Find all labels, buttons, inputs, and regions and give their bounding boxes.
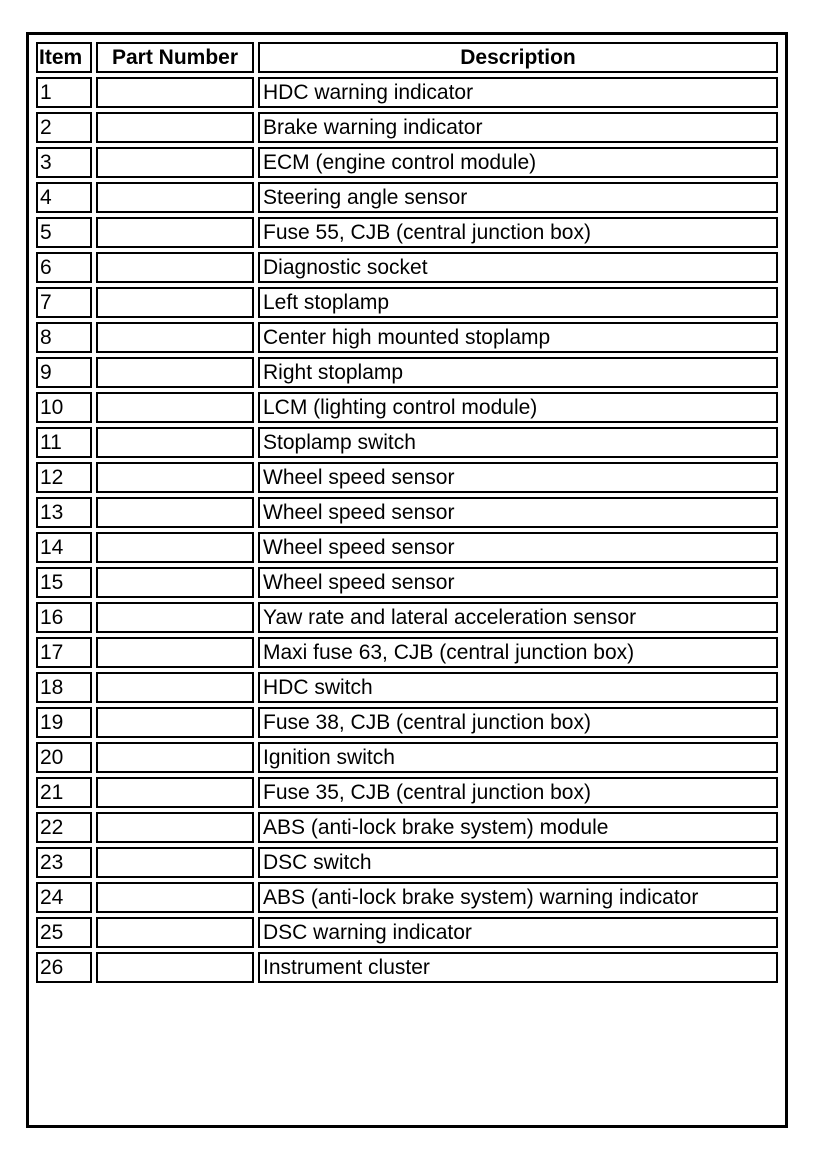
item-cell: 18 — [36, 672, 92, 703]
description-cell: HDC switch — [258, 672, 778, 703]
item-cell: 5 — [36, 217, 92, 248]
item-cell: 3 — [36, 147, 92, 178]
description-cell: Wheel speed sensor — [258, 532, 778, 563]
table-row — [36, 497, 778, 528]
description-cell: Yaw rate and lateral acceleration sensor — [258, 602, 778, 633]
description-cell: ABS (anti-lock brake system) warning indicator — [258, 882, 778, 913]
description-cell: DSC switch — [258, 847, 778, 878]
table-row — [36, 847, 778, 878]
item-cell: 1 — [36, 77, 92, 108]
description-cell: Brake warning indicator — [258, 112, 778, 143]
description-cell: Center high mounted stoplamp — [258, 322, 778, 353]
part-number-cell — [96, 847, 254, 878]
item-cell: 15 — [36, 567, 92, 598]
description-cell: Stoplamp switch — [258, 427, 778, 458]
header-description: Description — [258, 42, 778, 73]
item-cell: 21 — [36, 777, 92, 808]
item-cell: 7 — [36, 287, 92, 318]
item-cell: 24 — [36, 882, 92, 913]
part-number-cell — [96, 567, 254, 598]
table-row — [36, 672, 778, 703]
table-row — [36, 112, 778, 143]
table-row — [36, 462, 778, 493]
table-row — [36, 182, 778, 213]
parts-table — [32, 38, 782, 987]
item-cell: 12 — [36, 462, 92, 493]
table-row — [36, 637, 778, 668]
part-number-cell — [96, 217, 254, 248]
table-row — [36, 287, 778, 318]
part-number-cell — [96, 672, 254, 703]
table-row — [36, 602, 778, 633]
table-row — [36, 777, 778, 808]
item-cell: 10 — [36, 392, 92, 423]
item-cell: 11 — [36, 427, 92, 458]
item-cell: 2 — [36, 112, 92, 143]
item-cell: 25 — [36, 917, 92, 948]
table-row — [36, 917, 778, 948]
table-row — [36, 252, 778, 283]
description-cell: ABS (anti-lock brake system) module — [258, 812, 778, 843]
description-cell: Wheel speed sensor — [258, 497, 778, 528]
part-number-cell — [96, 427, 254, 458]
table-row — [36, 567, 778, 598]
description-cell: Ignition switch — [258, 742, 778, 773]
item-cell: 26 — [36, 952, 92, 983]
description-cell: DSC warning indicator — [258, 917, 778, 948]
description-cell: LCM (lighting control module) — [258, 392, 778, 423]
item-cell: 9 — [36, 357, 92, 388]
part-number-cell — [96, 952, 254, 983]
part-number-cell — [96, 637, 254, 668]
table-row — [36, 147, 778, 178]
description-cell: Diagnostic socket — [258, 252, 778, 283]
table-row — [36, 707, 778, 738]
part-number-cell — [96, 707, 254, 738]
header-item: Item — [36, 42, 92, 73]
description-cell: Fuse 38, CJB (central junction box) — [258, 707, 778, 738]
description-cell: Maxi fuse 63, CJB (central junction box) — [258, 637, 778, 668]
table-body — [36, 77, 778, 983]
part-number-cell — [96, 77, 254, 108]
table-row — [36, 322, 778, 353]
description-cell: Steering angle sensor — [258, 182, 778, 213]
part-number-cell — [96, 777, 254, 808]
description-cell: Right stoplamp — [258, 357, 778, 388]
description-cell: Fuse 55, CJB (central junction box) — [258, 217, 778, 248]
item-cell: 23 — [36, 847, 92, 878]
part-number-cell — [96, 252, 254, 283]
part-number-cell — [96, 112, 254, 143]
table-row — [36, 427, 778, 458]
item-cell: 13 — [36, 497, 92, 528]
part-number-cell — [96, 322, 254, 353]
item-cell: 14 — [36, 532, 92, 563]
description-cell: Fuse 35, CJB (central junction box) — [258, 777, 778, 808]
description-cell: HDC warning indicator — [258, 77, 778, 108]
table-row — [36, 392, 778, 423]
description-cell: Wheel speed sensor — [258, 462, 778, 493]
item-cell: 19 — [36, 707, 92, 738]
item-cell: 17 — [36, 637, 92, 668]
description-cell: Left stoplamp — [258, 287, 778, 318]
description-cell: Instrument cluster — [258, 952, 778, 983]
part-number-cell — [96, 357, 254, 388]
part-number-cell — [96, 742, 254, 773]
part-number-cell — [96, 287, 254, 318]
table-row — [36, 217, 778, 248]
part-number-cell — [96, 462, 254, 493]
table-row — [36, 742, 778, 773]
header-part-number: Part Number — [96, 42, 254, 73]
part-number-cell — [96, 812, 254, 843]
item-cell: 8 — [36, 322, 92, 353]
item-cell: 20 — [36, 742, 92, 773]
table-row — [36, 77, 778, 108]
part-number-cell — [96, 392, 254, 423]
item-cell: 22 — [36, 812, 92, 843]
table-row — [36, 952, 778, 983]
parts-table-frame — [26, 32, 788, 1128]
part-number-cell — [96, 532, 254, 563]
part-number-cell — [96, 602, 254, 633]
part-number-cell — [96, 497, 254, 528]
description-cell: ECM (engine control module) — [258, 147, 778, 178]
table-row — [36, 532, 778, 563]
table-row — [36, 357, 778, 388]
part-number-cell — [96, 917, 254, 948]
table-row — [36, 882, 778, 913]
item-cell: 16 — [36, 602, 92, 633]
table-row — [36, 812, 778, 843]
item-cell: 6 — [36, 252, 92, 283]
part-number-cell — [96, 182, 254, 213]
part-number-cell — [96, 882, 254, 913]
description-cell: Wheel speed sensor — [258, 567, 778, 598]
table-header-row — [36, 42, 778, 73]
part-number-cell — [96, 147, 254, 178]
item-cell: 4 — [36, 182, 92, 213]
